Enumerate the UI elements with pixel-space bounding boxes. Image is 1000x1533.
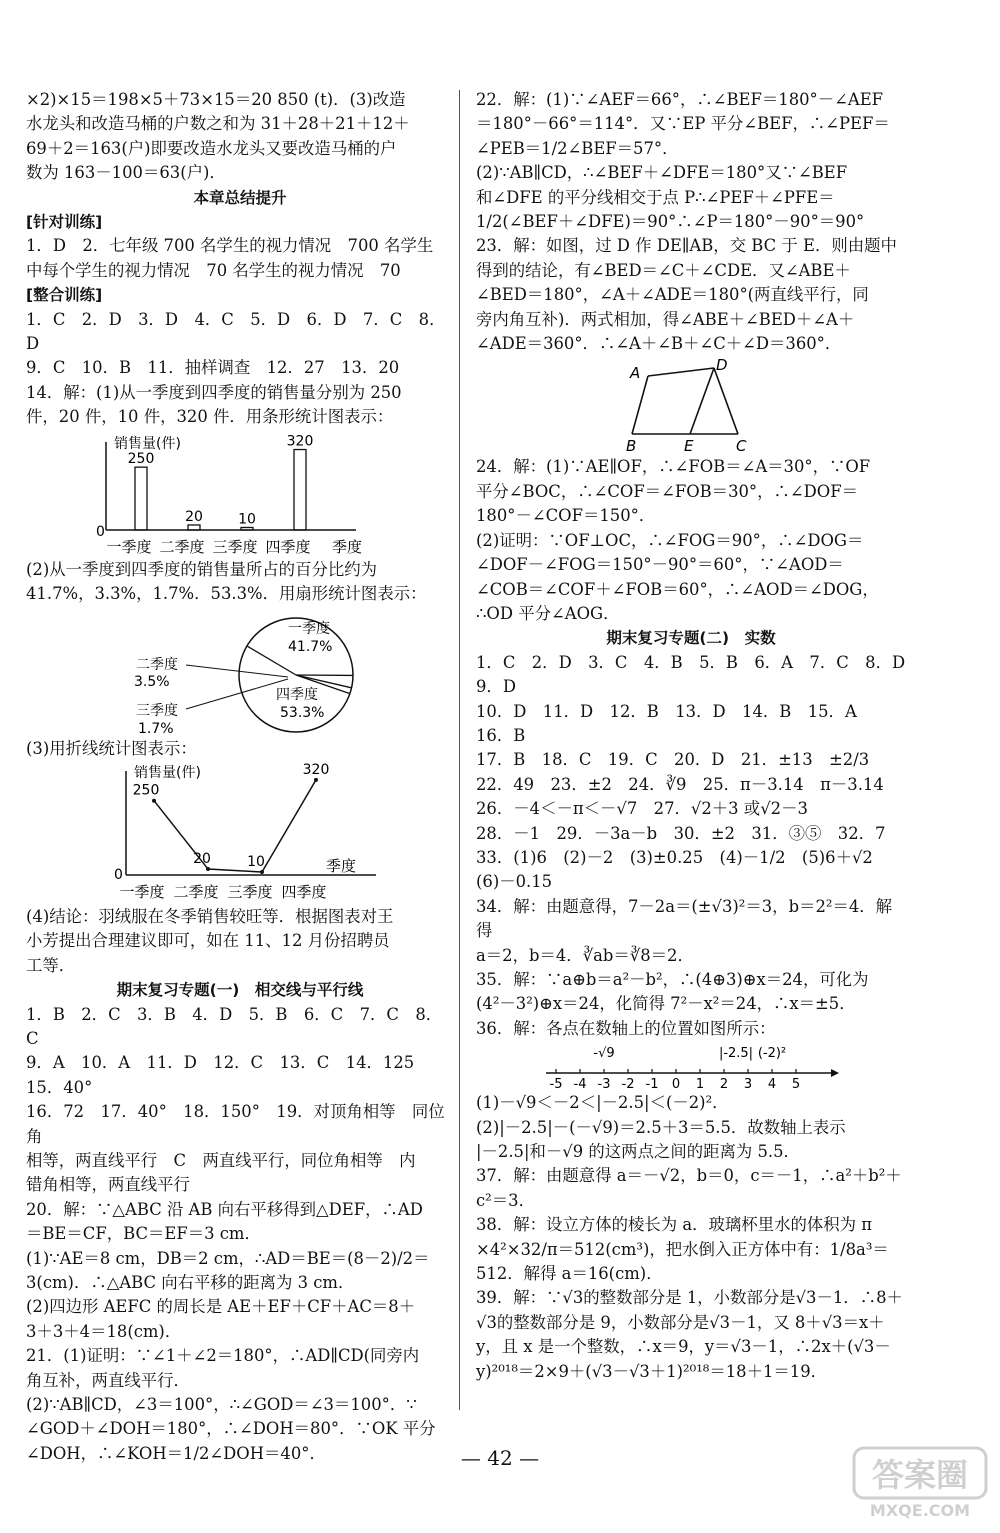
origin-label: 0 — [114, 866, 123, 883]
answers-targeted — [26, 234, 454, 283]
real-numbers-line: (6)－0.15 — [476, 872, 553, 892]
label-E: E — [684, 437, 694, 454]
intro-line: 69＋2＝163(户)即要改造水龙头又要改造马桶的户 — [26, 138, 397, 158]
lines-topic-line: 9．A 10．A 11．D 12．C 13．C 14．125 15．40° — [26, 1053, 431, 1097]
q14-4-line: 小芳提出合理建议即可，如在 11、12 月份招聘员 — [26, 931, 390, 951]
real-numbers-line: 17．B 18．C 19．C 20．D 21．±13 ±2/3 — [476, 750, 870, 770]
data-label: 250 — [127, 450, 155, 467]
real-numbers-line: 26．－4＜－π＜－√7 27．√2＋3 或√2－3 — [476, 799, 808, 819]
q22-23-line: ∠BED＝180°，∠A＋∠ADE＝180°(两直线平行，同 — [476, 285, 869, 305]
q14-4-line: (4)结论：羽绒服在冬季销售较旺等．根据图表对王 — [26, 906, 394, 926]
lines-topic-line: 3(cm)．∴△ABC 向右平移的距离为 3 cm． — [26, 1273, 355, 1292]
tick-label: 0 — [671, 1077, 681, 1090]
tick-label: 二季度 — [173, 882, 219, 901]
bar — [294, 449, 306, 529]
answer-14-part3: (3)用折线统计图表示： — [26, 738, 197, 758]
answers-36-39 — [476, 1091, 906, 1384]
lines-topic-line: (2)∵AB∥CD，∠3＝100°，∴∠GOD＝∠3＝100°．∵ — [26, 1395, 417, 1415]
answer-14-part4 — [26, 905, 454, 978]
tick-label: 3 — [743, 1077, 753, 1090]
tick-label: 2 — [719, 1077, 729, 1090]
q14-2-line: 41.7%，3.3%，1.7%．53.3%．用扇形统计图表示： — [26, 584, 427, 604]
data-point — [152, 799, 156, 803]
tick-label: -1 — [645, 1077, 659, 1090]
q22-23-line: 旁内角互补)．两式相加，得∠ABE＋∠BED＋∠A＋ — [476, 309, 855, 329]
q24-line: ∠COB＝∠COF＋∠FOB＝60°，∴∠AOD＝∠DOG， — [476, 579, 879, 599]
slice-pct-q4: 53.3% — [280, 704, 325, 721]
real-numbers-line: 10．D 11．D 12．B 13．D 14．B 15．A 16．B — [476, 701, 874, 745]
q22-23-line: 23．解：如图，过 D 作 DE∥AB，交 BC 于 E．则由题中 — [476, 236, 897, 256]
lines-topic-line: 1．B 2．C 3．B 4．D 5．B 6．C 7．C 8．C — [26, 1004, 443, 1048]
bar — [241, 527, 253, 530]
data-label: 250 — [132, 782, 160, 799]
lines-topic-line: 错角相等，两直线平行 — [26, 1175, 190, 1195]
q22-23-line: (2)∵AB∥CD，∴∠BEF＋∠DFE＝180°又∵∠BEF — [476, 163, 848, 183]
slice-name-q2: 二季度 — [136, 656, 178, 673]
answers-24 — [476, 455, 906, 626]
bar-chart — [26, 432, 386, 556]
line-chart — [26, 763, 386, 903]
left-column — [26, 88, 454, 1466]
watermark-logo — [850, 1442, 990, 1522]
q36-39-line: y)²⁰¹⁸＝2×9＋(√3－√3＋1)²⁰¹⁸＝18＋1＝19． — [476, 1361, 828, 1381]
axis-arrow — [831, 1069, 839, 1077]
lines-topic-line: 16．72 17．40° 18．150° 19．对顶角相等 同位角 — [26, 1102, 445, 1146]
tick-label: 三季度 — [227, 882, 273, 901]
answers-22-23 — [476, 88, 906, 356]
q36-39-line: y，且 x 是一个整数，∴x＝9，y＝√3－1，∴2x＋(√3－ — [476, 1337, 891, 1357]
leader-line — [186, 665, 288, 677]
lines-topic-line: 相等，两直线平行 C 两直线平行，同位角相等 内 — [26, 1150, 416, 1170]
q22-23-line: 得到的结论，有∠BED＝∠C＋∠CDE．又∠ABE＋ — [476, 260, 851, 280]
q24-line: ∠DOF－∠FOG＝150°－90°＝60°，∵∠AOD＝ — [476, 555, 844, 575]
label-D: D — [716, 358, 728, 375]
q36-39-line: ×4²×32/π＝512(cm³)，把水倒入正方体中有：1/8a³＝ — [476, 1239, 889, 1259]
number-line — [476, 1043, 906, 1089]
real-numbers-line: 1．C 2．D 3．C 4．B 5．B 6．A 7．C 8．D 9．D — [476, 652, 922, 697]
label-C: C — [736, 437, 747, 454]
data-label: 10 — [247, 853, 265, 870]
q24-line: (2)证明：∵OF⊥OC，∴∠FOG＝90°，∴∠DOG＝ — [476, 530, 864, 550]
lines-topic-line: ＝BE＝CF，BC＝EF＝3 cm． — [26, 1224, 261, 1244]
q36-39-line: 37．解：由题意得 a＝－√2，b＝0，c＝－1，∴a²＋b²＋c²＝3． — [476, 1166, 902, 1210]
slice-boundary — [296, 675, 352, 688]
q36-39-line: 512．解得 a＝16(cm)． — [476, 1264, 663, 1284]
section-title-lines: 期末复习专题(一) 相交线与平行线 — [116, 981, 364, 1000]
lines-topic-line: 3＋3＋4＝18(cm)． — [26, 1321, 182, 1341]
origin-label: 0 — [96, 523, 105, 540]
lines-topic-line: 21．(1)证明：∵∠1＋∠2＝180°，∴AD∥CD(同旁内 — [26, 1346, 420, 1366]
q36-39-line: (1)－√9＜－2＜|－2.5|＜(－2)²． — [476, 1093, 729, 1113]
data-point — [206, 867, 210, 871]
lines-topic-line: 角互补，两直线平行． — [26, 1370, 190, 1390]
data-point — [314, 778, 318, 782]
q22-23-line: 22．解：(1)∵∠AEF＝66°，∴∠BEF＝180°－∠AEF — [476, 90, 884, 109]
real-numbers-line: 35．解：∵a⊕b＝a²－b²，∴(4⊕3)⊕x＝24，可化为 — [476, 970, 869, 989]
tick-label: 二季度 — [159, 537, 205, 556]
bar — [188, 525, 200, 530]
real-numbers-line: 22．49 23．±2 24．∛9 25．π－3.14 π－3.14 — [476, 774, 884, 794]
label-B: B — [626, 437, 637, 454]
real-numbers-line: 36．解：各点在数轴上的位置如图所示： — [476, 1018, 776, 1038]
q14-4-line: 工等． — [26, 955, 76, 975]
label-A: A — [630, 364, 641, 383]
data-label: 320 — [302, 762, 330, 778]
slice-pct-q1: 41.7% — [288, 638, 333, 655]
slice-name-q1: 一季度 — [288, 620, 330, 637]
tick-label: 三季度 — [212, 537, 258, 556]
tick-label: -3 — [597, 1077, 611, 1090]
q36-39-line: (2)|－2.5|－(－√9)＝2.5＋3＝5.5．故数轴上表示 — [476, 1117, 846, 1137]
answers-real-numbers — [476, 651, 922, 1042]
integrated-line: 1．C 2．D 3．D 4．C 5．D 6．D 7．C 8．D — [26, 309, 446, 354]
real-numbers-line: 33．(1)6 (2)－2 (3)±0.25 (4)－1/2 (5)6＋√2 — [476, 847, 873, 867]
tag-integrated-training: [整合训练] — [26, 286, 103, 305]
intro-line: ×2)×15＝198×5＋73×15＝20 850 (t)．(3)改造 — [26, 90, 406, 109]
targeted-line: 中每个学生的视力情况 70 名学生的视力情况 70 — [26, 260, 401, 280]
tick-label: -4 — [573, 1077, 587, 1090]
tick-label: -5 — [549, 1077, 563, 1090]
slice-pct-q2: 3.5% — [134, 673, 170, 690]
tick-label: 四季度 — [265, 537, 311, 556]
q22-23-line: ∠ADE＝360°．∴∠A＋∠B＋∠C＋∠D＝360°． — [476, 334, 842, 354]
data-label: 10 — [238, 511, 256, 528]
q36-39-line: 39．解：∵√3的整数部分是 1，小数部分是√3－1．∴8＋ — [476, 1288, 903, 1308]
real-numbers-line: 34．解：由题意得，7－2a＝(±√3)²＝3，b＝2²＝4．解得 — [476, 896, 893, 941]
point-label: -√9 — [593, 1046, 615, 1062]
tick-label: 4 — [767, 1077, 777, 1090]
trapezoid-figure — [476, 358, 906, 453]
pie-chart — [26, 609, 386, 735]
real-numbers-line: 28．－1 29．－3a－b 30．±2 31．③⑤ 32．7 — [476, 823, 886, 843]
q24-line: 180°－∠COF＝150°． — [476, 506, 656, 526]
lines-topic-line: ∠GOD＋∠DOH＝180°，∴∠DOH＝80°．∵OK 平分 — [26, 1419, 436, 1439]
tick-label: 一季度 — [106, 537, 152, 556]
q36-39-line: √3的整数部分是 9，小数部分是√3－1，又 8＋√3＝x＋ — [476, 1312, 885, 1332]
section-title-summary: 本章总结提升 — [193, 188, 287, 207]
integrated-line: 件，20 件，10 件，320 件．用条形统计图表示： — [26, 407, 394, 427]
tick-label: 四季度 — [281, 882, 327, 901]
svg-text:答案圈: 答案圈 — [871, 1456, 969, 1494]
tick-label: 1 — [695, 1077, 705, 1090]
data-label: 320 — [286, 433, 314, 450]
column-divider — [459, 90, 460, 1410]
real-numbers-line: (4²－3²)⊕x＝24，化简得 7²－x²＝24，∴x＝±5． — [476, 994, 856, 1014]
y-axis-label: 销售量(件) — [134, 764, 201, 781]
lines-topic-line: 20．解：∵△ABC 沿 AB 向右平移得到△DEF，∴AD — [26, 1199, 423, 1219]
tick-label: 一季度 — [119, 882, 165, 901]
series-line — [154, 780, 316, 872]
slice-pct-q3: 1.7% — [138, 720, 174, 735]
point-label: (-2)² — [757, 1046, 787, 1062]
targeted-line: 1．D 2．七年级 700 名学生的视力情况 700 名学生 — [26, 236, 434, 256]
slice-name-q3: 三季度 — [136, 702, 178, 719]
q36-39-line: 38．解：设立方体的棱长为 a．玻璃杯里水的体积为 π — [476, 1215, 873, 1235]
leader-line — [186, 679, 288, 709]
lines-topic-line: (2)四边形 AEFC 的周长是 AE＋EF＋CF＋AC＝8＋ — [26, 1297, 416, 1317]
q22-23-line: ∠PEB＝1/2∠BEF＝57°． — [476, 138, 679, 158]
integrated-line: 14．解：(1)从一季度到四季度的销售量分别为 250 — [26, 382, 402, 402]
point-label: |-2.5| — [718, 1046, 754, 1062]
real-numbers-line: a＝2，b＝4．∛ab＝∛8＝2． — [476, 945, 694, 965]
y-axis-label: 销售量(件) — [114, 435, 181, 452]
data-label: 20 — [185, 508, 203, 525]
data-label: 20 — [193, 850, 211, 867]
svg-text:MXQE.COM: MXQE.COM — [869, 1501, 971, 1520]
q22-23-line: ＝180°－66°＝114°．又∵EP 平分∠BEF，∴∠PEF＝ — [476, 114, 890, 134]
integrated-line: 9．C 10．B 11．抽样调查 12．27 13．20 — [26, 358, 400, 378]
intro-text — [26, 88, 454, 186]
intro-line: 水龙头和改造马桶的户数之和为 31＋28＋21＋12＋ — [26, 114, 410, 134]
bar — [135, 467, 147, 530]
x-axis-label: 季度 — [332, 537, 363, 556]
answers-lines-topic — [26, 1003, 454, 1467]
q24-line: 24．解：(1)∵AE∥OF，∴∠FOB＝∠A＝30°，∵OF — [476, 457, 871, 477]
q22-23-line: 和∠DFE 的平分线相交于点 P∴∠PEF＋∠PFE＝ — [476, 187, 835, 207]
q14-2-line: (2)从一季度到四季度的销售量所占的百分比约为 — [26, 559, 378, 579]
q24-line: ∴OD 平分∠AOG． — [476, 603, 620, 623]
data-point — [260, 870, 264, 874]
answers-integrated — [26, 308, 454, 430]
tick-label: 5 — [791, 1077, 801, 1090]
right-column — [476, 88, 922, 1384]
page-number: — 42 — — [460, 1446, 540, 1470]
slice-name-q4: 四季度 — [276, 686, 318, 703]
x-axis-label: 季度 — [326, 856, 357, 875]
q36-39-line: |－2.5|和－√9 的这两点之间的距离为 5.5． — [476, 1142, 800, 1162]
tick-label: -2 — [621, 1077, 635, 1090]
tag-targeted-training: [针对训练] — [26, 213, 103, 232]
answer-14-part2 — [26, 558, 454, 607]
lines-topic-line: ∠DOH，∴∠KOH＝1/2∠DOH＝40°． — [26, 1443, 326, 1463]
q24-line: 平分∠BOC，∴∠COF＝∠FOB＝30°，∴∠DOF＝ — [476, 481, 858, 501]
intro-line: 数为 163－100＝63(户)． — [26, 163, 226, 183]
lines-topic-line: (1)∵AE＝8 cm，DB＝2 cm，∴AD＝BE＝(8－2)/2＝ — [26, 1248, 430, 1268]
q22-23-line: 1/2(∠BEF＋∠DFE)＝90°∴∠P＝180°－90°＝90° — [476, 212, 865, 232]
section-title-real-numbers: 期末复习专题(二) 实数 — [606, 629, 776, 648]
